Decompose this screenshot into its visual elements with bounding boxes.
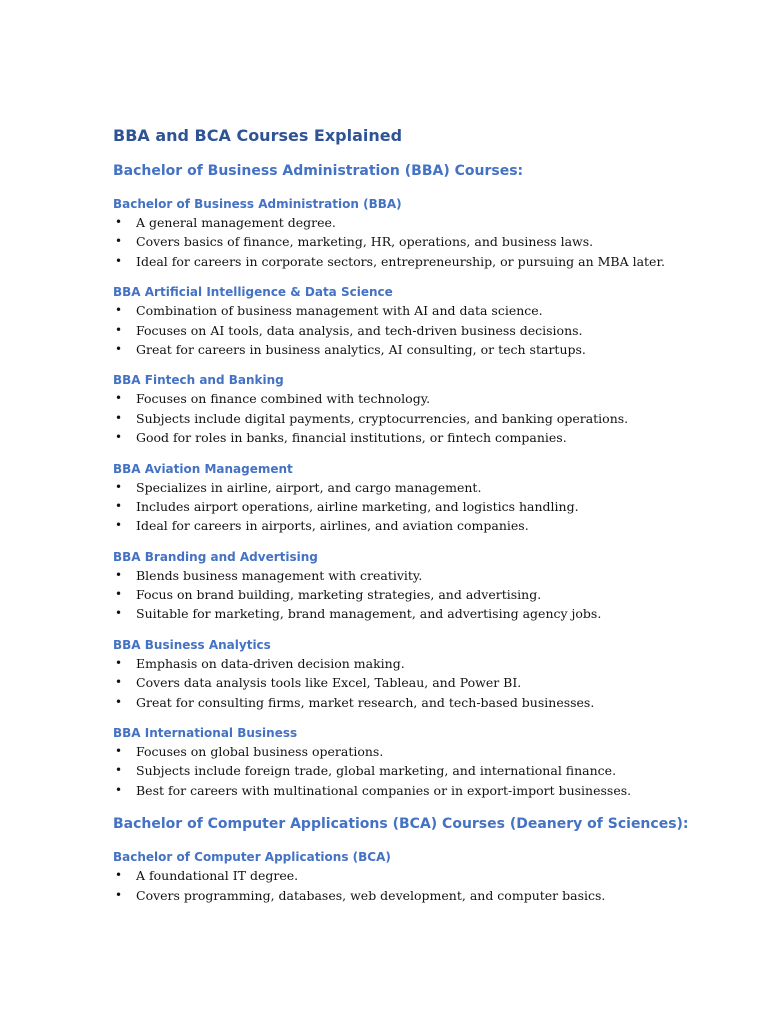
bullet-item (113, 761, 733, 780)
bullet-item (113, 232, 733, 251)
bullet-text: Good for roles in banks, financial institutions, or fintech companies. (136, 430, 567, 446)
bullet-icon: • (115, 215, 123, 229)
bullet-item (113, 566, 733, 585)
bullet-item (113, 301, 733, 320)
bullet-icon: • (115, 391, 123, 406)
bullet-icon: • (115, 606, 123, 621)
bullet-text: Emphasis on data-driven decision making. (136, 655, 405, 671)
bullet-text: Great for consulting firms, market research, and tech-based businesses. (136, 694, 595, 710)
bullet-item (113, 252, 733, 271)
bullet-text: Covers data analysis tools like Excel, Tableau, and Power BI. (136, 675, 522, 691)
course-heading: BBA Aviation Management (113, 461, 293, 476)
bullet-text: Great for careers in business analytics, AI consulting, or tech startups. (136, 341, 586, 357)
bullet-item (113, 866, 733, 885)
course-heading: BBA Artificial Intelligence & Data Science (113, 285, 393, 300)
bullet-icon: • (115, 322, 123, 337)
bullet-text: Focuses on finance combined with technology. (136, 391, 431, 407)
bullet-text: Focuses on AI tools, data analysis, and tech-driven business decisions. (136, 322, 583, 338)
section-heading: Bachelor of Business Administration (BBA) Courses: (113, 163, 524, 179)
bullet-item (113, 604, 733, 623)
course-bullet-list (113, 478, 733, 536)
course-heading: BBA Branding and Advertising (113, 549, 318, 564)
bullet-icon: • (115, 430, 123, 445)
course-heading: Bachelor of Business Administration (BBA) (113, 197, 402, 211)
course-heading: Bachelor of Computer Applications (BCA) (113, 850, 391, 865)
bullet-text: Blends business management with creativity. (136, 567, 423, 583)
section-heading: Bachelor of Computer Applications (BCA) Courses (Deanery of Sciences): (113, 816, 689, 833)
bullet-text: Ideal for careers in corporate sectors, entrepreneurship, or pursuing an MBA later. (136, 253, 666, 269)
bullet-icon: • (115, 234, 123, 249)
bullet-icon: • (115, 587, 123, 602)
bullet-icon: • (115, 479, 123, 494)
bullet-item (113, 693, 733, 712)
bullet-icon: • (115, 498, 123, 513)
course-heading: BBA Fintech and Banking (113, 373, 284, 388)
bullet-item (113, 497, 733, 516)
bullet-text: Specializes in airline, airport, and cargo management. (136, 479, 482, 495)
bullet-icon: • (115, 303, 123, 318)
bullet-icon: • (115, 675, 123, 690)
bullet-text: Subjects include digital payments, cryptocurrencies, and banking operations. (136, 410, 629, 426)
bullet-item (113, 321, 733, 340)
bullet-item (113, 478, 733, 497)
bullet-icon: • (115, 868, 123, 883)
document-sections (113, 161, 733, 905)
bullet-text: Covers basics of finance, marketing, HR, operations, and business laws. (136, 234, 594, 250)
bullet-item (113, 654, 733, 673)
bullet-icon: • (115, 655, 123, 670)
bullet-icon: • (115, 410, 123, 425)
bullet-icon: • (115, 253, 123, 268)
document-content (113, 124, 733, 905)
course-bullet-list (113, 866, 733, 905)
bullet-text: Covers programming, databases, web development, and computer basics. (136, 887, 606, 903)
bullet-icon: • (115, 744, 123, 759)
bullet-text: Best for careers with multinational companies or in export-import businesses. (136, 782, 632, 798)
course-heading: BBA Business Analytics (113, 637, 271, 652)
bullet-text: Combination of business management with AI and data science. (136, 303, 543, 319)
bullet-item (113, 742, 733, 761)
bullet-item (113, 673, 733, 692)
bullet-text: Includes airport operations, airline marketing, and logistics handling. (136, 498, 579, 514)
bullet-text: Subjects include foreign trade, global marketing, and international finance. (136, 763, 617, 779)
course-bullet-list (113, 213, 733, 271)
bullet-item (113, 781, 733, 800)
bullet-item (113, 389, 733, 408)
page-title: BBA and BCA Courses Explained (113, 126, 403, 145)
course-bullet-list (113, 566, 733, 624)
bullet-text: Suitable for marketing, brand management, and advertising agency jobs. (136, 606, 602, 622)
bullet-text: Ideal for careers in airports, airlines, and aviation companies. (136, 518, 529, 534)
course-bullet-list (113, 654, 733, 712)
bullet-text: Focus on brand building, marketing strategies, and advertising. (136, 587, 542, 603)
bullet-item (113, 213, 733, 232)
bullet-icon: • (115, 694, 123, 709)
bullet-text: Focuses on global business operations. (136, 744, 384, 760)
bullet-icon: • (115, 763, 123, 778)
bullet-item (113, 585, 733, 604)
bullet-item (113, 428, 733, 447)
bullet-icon: • (115, 518, 123, 533)
bullet-icon: • (115, 782, 123, 797)
bullet-icon: • (115, 567, 123, 582)
course-bullet-list (113, 742, 733, 800)
bullet-item (113, 516, 733, 535)
course-heading: BBA International Business (113, 726, 298, 741)
bullet-text: A foundational IT degree. (136, 868, 299, 884)
course-bullet-list (113, 389, 733, 447)
bullet-item (113, 340, 733, 359)
bullet-icon: • (115, 341, 123, 356)
bullet-text: A general management degree. (136, 215, 336, 230)
bullet-item (113, 409, 733, 428)
bullet-icon: • (115, 887, 123, 902)
bullet-item (113, 886, 733, 905)
course-bullet-list (113, 301, 733, 359)
